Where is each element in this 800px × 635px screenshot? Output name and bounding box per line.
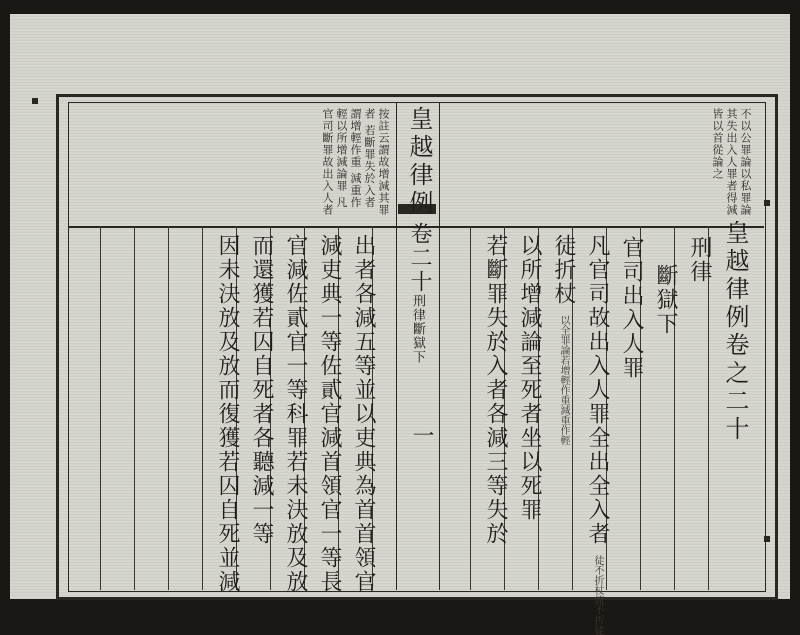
body-column: 官減佐貳官一等科罪若未決放及放 bbox=[283, 234, 308, 594]
body-column: 若斷罪失於入者各減三等失於 bbox=[483, 234, 508, 546]
subsection-heading: 斷獄下 bbox=[653, 264, 678, 336]
body-text: 徒折杖 bbox=[551, 234, 576, 306]
column-rule bbox=[202, 226, 203, 590]
margin-volume: 卷二十 bbox=[407, 222, 432, 294]
commentary-line: 按註云謂故增減其罪者 bbox=[363, 108, 390, 216]
commentary-line: 減重作輕以所增減論罪 bbox=[335, 108, 362, 209]
body-column: 而還獲若囚自死者各聽減一等 bbox=[249, 234, 274, 546]
interlinear-note: 徒不折杖流不折徒 bbox=[592, 555, 603, 635]
margin-mark bbox=[764, 536, 770, 542]
commentary-line: 不以公罪論以私罪論 bbox=[739, 108, 752, 216]
margin-subtitle: 刑律斷獄下 bbox=[410, 294, 425, 364]
interlinear-note: 以全罪論若增輕作重減重作輕 bbox=[558, 315, 569, 445]
commentary-line: 若斷罪失於入者謂增輕作重 bbox=[349, 108, 376, 209]
body-column: 減吏典一等佐貳官減首領官一等長 bbox=[317, 234, 342, 594]
article-heading: 官司出入人罪 bbox=[619, 236, 644, 380]
section-heading: 刑律 bbox=[687, 236, 712, 284]
margin-mark bbox=[32, 98, 38, 104]
column-rule bbox=[168, 226, 169, 590]
commentary-line: 其失出入人罪者得減 bbox=[725, 108, 738, 216]
commentary-line: 凡官司斷罪故出入人者 bbox=[321, 108, 348, 216]
margin-mark bbox=[764, 200, 770, 206]
volume-title: 皇越律例卷之二十 bbox=[721, 220, 749, 444]
commentary-line: 皆以首從論之 bbox=[711, 108, 724, 180]
column-rule bbox=[470, 226, 471, 590]
page-sheet bbox=[10, 14, 790, 635]
body-column bbox=[548, 234, 579, 445]
body-column: 出者各減五等並以吏典為首首領官 bbox=[351, 234, 376, 594]
column-rule bbox=[100, 226, 101, 590]
column-rule bbox=[134, 226, 135, 590]
upper-commentary bbox=[70, 108, 390, 218]
body-text: 凡官司故出入人罪全出全入者 bbox=[585, 234, 610, 546]
body-column bbox=[582, 234, 613, 635]
margin-page-number: 一 bbox=[409, 424, 434, 448]
body-column: 以所增減論至死者坐以死罪 bbox=[517, 234, 542, 522]
margin-book-title: 皇越律例 bbox=[405, 106, 433, 218]
body-column: 因未決放及放而復獲若囚自死並減 bbox=[215, 234, 240, 594]
upper-commentary-right bbox=[442, 108, 752, 218]
